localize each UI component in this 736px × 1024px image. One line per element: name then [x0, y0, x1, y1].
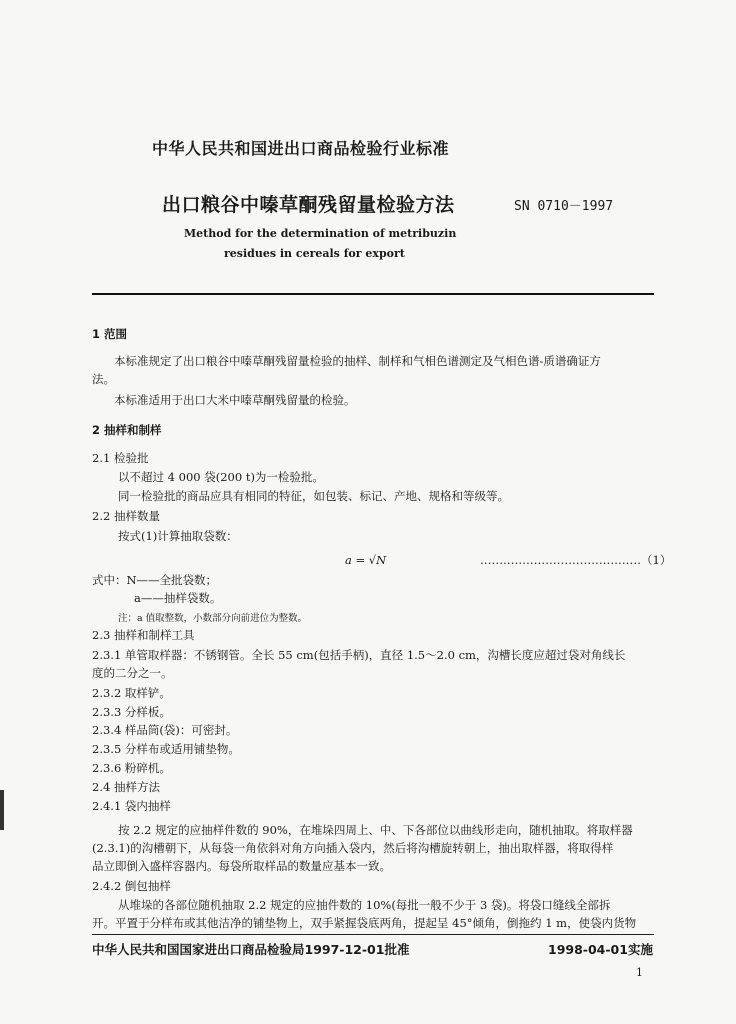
section-2-4-2-paragraph-line1: 从堆垛的各部位随机抽取 2.2 规定的应抽件数的 10%(每批一般不少于 3 袋)。将袋口缝线全部拆: [118, 898, 611, 912]
section-1-paragraph-1: 本标准规定了出口粮谷中嗪草酮残留量检验的抽样、制样和气相色谱测定及气相色谱-质谱确证方: [114, 354, 601, 368]
section-2-heading: 2 抽样和制样: [92, 423, 162, 437]
section-2-3-5: 2.3.5 分样布或适用铺垫物。: [92, 742, 240, 756]
document-title: 出口粮谷中嗪草酮残留量检验方法: [162, 194, 455, 216]
formula: a = √N: [345, 553, 387, 567]
english-title-line1: Method for the determination of metribuzin: [184, 227, 457, 240]
section-2-4-heading: 2.4 抽样方法: [92, 780, 160, 794]
page-number: 1: [636, 966, 643, 979]
scan-edge-mark: [0, 790, 4, 830]
formula-number: ……………………………………（1）: [480, 553, 672, 567]
section-2-4-2-paragraph-line2: 开。平置于分样布或其他洁净的铺垫物上，双手紧握袋底两角，提起呈 45°倾角，倒拖约 1 m，使袋内货物: [92, 916, 637, 930]
where-line-1: 式中：N——全批袋数；: [92, 573, 218, 587]
section-2-3-3: 2.3.3 分样板。: [92, 705, 171, 719]
section-1-paragraph-2: 本标准适用于出口大米中嗪草酮残留量的检验。: [114, 393, 356, 407]
section-1-paragraph-1-cont: 法。: [92, 372, 115, 386]
section-2-3-6: 2.3.6 粉碎机。: [92, 761, 171, 775]
standard-number: SN 0710－1997: [514, 199, 614, 214]
footer-issuer: 中华人民共和国国家进出口商品检验局1997-12-01批准: [92, 942, 410, 957]
section-2-3-2: 2.3.2 取样铲。: [92, 686, 171, 700]
section-2-1-paragraph-2: 同一检验批的商品应具有相同的特征，如包装、标记、产地、规格和等级等。: [118, 489, 509, 503]
section-2-4-1-heading: 2.4.1 袋内抽样: [92, 799, 171, 813]
section-1-heading: 1 范围: [92, 327, 128, 341]
where-line-2: a——抽样袋数。: [134, 591, 222, 605]
section-2-1-paragraph-1: 以不超过 4 000 袋(200 t)为一检验批。: [118, 470, 324, 484]
section-2-2-heading: 2.2 抽样数量: [92, 509, 160, 523]
formula-note: 注：a 值取整数，小数部分向前进位为整数。: [118, 613, 308, 624]
section-2-4-1-paragraph-line1: 按 2.2 规定的应抽样件数的 90%，在堆垛四周上、中、下各部位以曲线形走向，随机抽取。将取样器: [118, 823, 633, 837]
section-2-4-1-paragraph-line3: 品立即倒入盛样容器内。每袋所取样品的数量应基本一致。: [92, 859, 391, 873]
section-2-4-2-heading: 2.4.2 倒包抽样: [92, 879, 171, 893]
standard-category-header: 中华人民共和国进出口商品检验行业标准: [152, 139, 450, 158]
section-2-3-1-cont: 度的二分之一。: [92, 666, 173, 680]
section-2-3-4: 2.3.4 样品筒(袋)：可密封。: [92, 723, 238, 737]
section-2-3-1: 2.3.1 单管取样器：不锈钢管。全长 55 cm(包括手柄)，直径 1.5～2.0 cm，沟槽长度应超过袋对角线长: [92, 648, 626, 662]
title-divider: [92, 293, 654, 295]
section-2-1-heading: 2.1 检验批: [92, 451, 149, 465]
section-2-4-1-paragraph-line2: (2.3.1)的沟槽朝下，从每袋一角依斜对角方向插入袋内，然后将沟槽旋转朝上，抽出取样器，将取得样: [92, 841, 614, 855]
footer-divider: [92, 934, 654, 935]
section-2-2-paragraph-1: 按式(1)计算抽取袋数：: [118, 529, 238, 543]
english-title-line2: residues in cereals for export: [224, 247, 405, 260]
section-2-3-heading: 2.3 抽样和制样工具: [92, 628, 195, 642]
footer-effective-date: 1998-04-01实施: [548, 942, 653, 957]
